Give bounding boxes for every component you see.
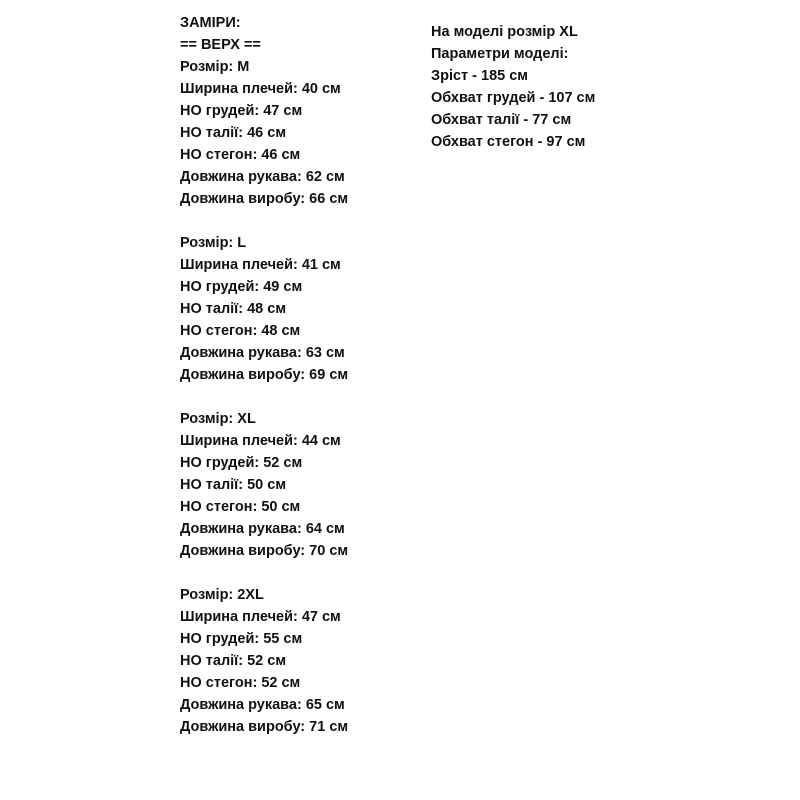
measurement-line: Довжина рукава: 64 см xyxy=(180,521,345,537)
measurement-line: Ширина плечей: 40 см xyxy=(180,81,341,97)
measurement-line: Довжина виробу: 69 см xyxy=(180,367,349,383)
measurement-line: НО талії: 50 см xyxy=(180,477,287,493)
size-block-m xyxy=(180,56,348,210)
measurements-column xyxy=(180,12,348,738)
model-size-line: На моделі розмір XL xyxy=(431,24,578,40)
measurement-line: Довжина рукава: 63 см xyxy=(180,345,345,361)
size-heading: Розмір: L xyxy=(180,235,247,251)
measurement-line: Довжина виробу: 70 см xyxy=(180,543,349,559)
measurements-title: ЗАМІРИ: xyxy=(180,15,241,31)
measurement-line: Ширина плечей: 44 см xyxy=(180,433,341,449)
measurement-line: НО талії: 52 см xyxy=(180,653,287,669)
measurement-line: Довжина рукава: 62 см xyxy=(180,169,345,185)
size-heading: Розмір: M xyxy=(180,59,250,75)
measurement-line: НО талії: 46 см xyxy=(180,125,287,141)
size-block-2xl xyxy=(180,584,348,738)
measurement-line: НО стегон: 50 см xyxy=(180,499,301,515)
measurement-line: НО стегон: 52 см xyxy=(180,675,301,691)
measurement-line: НО грудей: 55 см xyxy=(180,631,303,647)
size-block-l xyxy=(180,232,348,386)
model-params-title: Параметри моделі: xyxy=(431,46,569,62)
measurement-line: Ширина плечей: 41 см xyxy=(180,257,341,273)
measurement-line: Довжина виробу: 66 см xyxy=(180,191,349,207)
section-label: == ВЕРХ == xyxy=(180,37,261,53)
measurement-line: НО талії: 48 см xyxy=(180,301,287,317)
model-param-line: Зріст - 185 см xyxy=(431,68,529,84)
size-heading: Розмір: XL xyxy=(180,411,256,427)
size-heading: Розмір: 2XL xyxy=(180,587,264,603)
measurement-line: НО стегон: 46 см xyxy=(180,147,301,163)
measurement-line: Довжина рукава: 65 см xyxy=(180,697,345,713)
measurement-line: НО грудей: 49 см xyxy=(180,279,303,295)
measurement-line: Ширина плечей: 47 см xyxy=(180,609,341,625)
model-info-column xyxy=(431,21,595,153)
model-param-line: Обхват грудей - 107 см xyxy=(431,90,596,106)
measurement-line: НО стегон: 48 см xyxy=(180,323,301,339)
model-param-line: Обхват стегон - 97 см xyxy=(431,134,586,150)
measurement-line: Довжина виробу: 71 см xyxy=(180,719,349,735)
model-param-line: Обхват талії - 77 см xyxy=(431,112,572,128)
measurement-line: НО грудей: 47 см xyxy=(180,103,303,119)
size-block-xl xyxy=(180,408,348,562)
measurement-line: НО грудей: 52 см xyxy=(180,455,303,471)
